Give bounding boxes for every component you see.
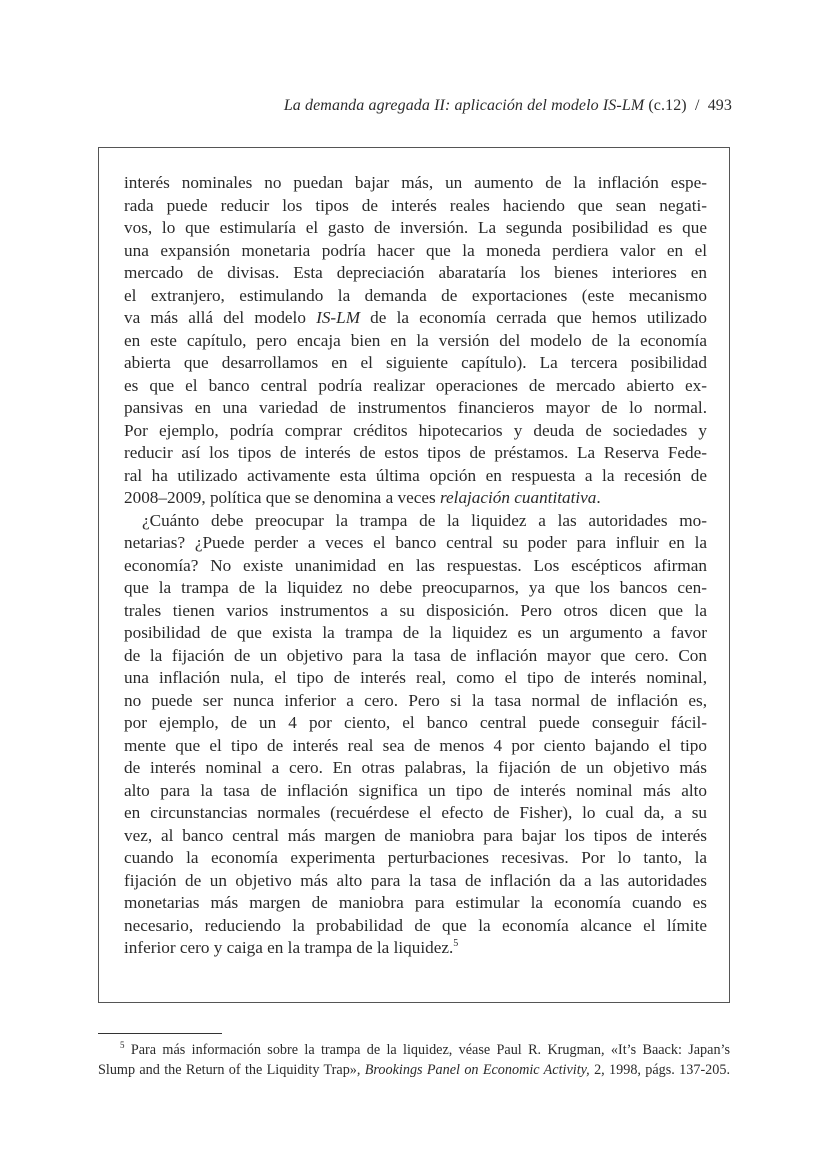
line-text: de la fijación de un objetivo para la tasa de inflación mayor que cero. Con <box>124 645 707 665</box>
text-line <box>124 712 707 735</box>
line-text: monetarias más margen de maniobra para estimular la economía cuando es <box>124 893 707 912</box>
line-text: abierta que desarrollamos en el siguiente capítulo). La tercera posibilidad <box>124 353 707 372</box>
line-text: que la trampa de la liquidez no debe preocuparnos, ya que los bancos cen- <box>124 578 707 597</box>
body-text <box>124 172 707 960</box>
text-line <box>124 240 707 263</box>
line-text: de la economía cerrada que hemos utilizado <box>360 308 707 327</box>
line-text: no puede ser nunca inferior a cero. Pero si la tasa normal de inflación es, <box>124 690 707 710</box>
text-line <box>124 870 707 893</box>
footnote-line-1 <box>98 1040 730 1060</box>
text-line <box>124 375 707 398</box>
line-text: economía? No existe unanimidad en las respuestas. Los escépticos afirman <box>124 555 707 575</box>
text-line <box>124 487 707 510</box>
line-text: . <box>596 488 601 507</box>
line-text: por ejemplo, de un 4 por ciento, el banco central puede conseguir fácil- <box>124 713 707 732</box>
footnote-marker: 5 <box>120 1040 125 1050</box>
text-line <box>124 622 707 645</box>
footnote-rule <box>98 1033 222 1034</box>
footnote-journal: Brookings Panel on Economic Activity, <box>364 1062 590 1078</box>
line-text: mente que el tipo de interés real sea de menos 4 por ciento bajando el tipo <box>124 735 707 755</box>
footnote-reference: 5 <box>453 938 459 949</box>
line-text: trales tienen varios instrumentos a su disposición. Pero otros dicen que la <box>124 600 707 620</box>
text-line <box>124 510 707 533</box>
line-text: ¿Cuánto debe preocupar la trampa de la liquidez a las autoridades mo- <box>142 510 707 530</box>
running-header <box>284 97 732 115</box>
text-line <box>124 285 707 308</box>
footnote <box>98 1040 730 1080</box>
footnote-text: 2, 1998, págs. 137-205. <box>589 1062 731 1078</box>
text-line <box>124 262 707 285</box>
text-line <box>124 465 707 488</box>
text-line <box>124 577 707 600</box>
text-line <box>124 352 707 375</box>
text-line <box>124 802 707 825</box>
text-line <box>124 735 707 758</box>
chapter-ref: (c.12) <box>648 97 687 114</box>
text-line <box>124 757 707 780</box>
line-text: es que el banco central podría realizar operaciones de mercado abierto ex- <box>124 375 707 395</box>
italic-term: relajación cuantitativa <box>439 488 597 507</box>
line-text: una inflación nula, el tipo de interés real, como el tipo de interés nominal, <box>124 668 707 687</box>
text-line <box>124 217 707 240</box>
line-text: en este capítulo, pero encaja bien en la versión del modelo de la economía <box>124 330 707 350</box>
line-text: va más allá del modelo <box>124 308 317 327</box>
text-line <box>124 442 707 465</box>
text-line <box>124 397 707 420</box>
text-line <box>124 420 707 443</box>
line-text: mercado de divisas. Esta depreciación abarataría los bienes interiores en <box>124 263 707 282</box>
footnote-text: Slump and the Return of the Liquidity Trap», <box>98 1062 365 1078</box>
text-line <box>124 330 707 353</box>
line-text: rada puede reducir los tipos de interés reales haciendo que sean negati- <box>124 195 707 215</box>
text-line <box>124 307 707 330</box>
text-line <box>124 195 707 218</box>
text-line <box>124 600 707 623</box>
text-line <box>124 667 707 690</box>
text-line <box>124 780 707 803</box>
text-line <box>124 690 707 713</box>
italic-term: IS-LM <box>316 308 361 327</box>
page-number: 493 <box>707 97 732 114</box>
line-text: ral ha utilizado activamente esta última opción en respuesta a la recesión de <box>124 465 707 485</box>
line-text: interés nominales no puedan bajar más, un aumento de la inflación espe- <box>124 173 707 192</box>
line-text: posibilidad de que exista la trampa de la liquidez es un argumento a favor <box>124 623 707 642</box>
line-text: netarias? ¿Puede perder a veces el banco central su poder para influir en la <box>124 533 707 552</box>
line-text: inferior cero y caiga en la trampa de la liquidez. <box>124 938 454 957</box>
text-line <box>124 825 707 848</box>
line-text: una expansión monetaria podría hacer que la moneda perdiera valor en el <box>124 240 707 260</box>
line-text: 2008–2009, política que se denomina a veces <box>124 488 440 507</box>
footnote-text: Para más información sobre la trampa de la liquidez, véase Paul R. Krugman, «It’s Baack: Japan’s <box>130 1042 731 1058</box>
text-line <box>124 645 707 668</box>
line-text: de interés nominal a cero. En otras palabras, la fijación de un objetivo más <box>124 758 707 777</box>
line-text: fijación de un objetivo más alto para la tasa de inflación da a las autoridades <box>124 870 707 890</box>
line-text: vos, lo que estimularía el gasto de inversión. La segunda posibilidad es que <box>124 218 707 237</box>
footnote-line-2 <box>98 1060 730 1080</box>
line-text: pansivas en una variedad de instrumentos financieros mayor de lo normal. <box>124 398 707 417</box>
text-line <box>124 555 707 578</box>
line-text: en circunstancias normales (recuérdese el efecto de Fisher), lo cual da, a su <box>124 803 707 822</box>
line-text: Por ejemplo, podría comprar créditos hipotecarios y deuda de sociedades y <box>124 420 707 440</box>
text-line <box>124 915 707 938</box>
line-text: cuando la economía experimenta perturbaciones recesivas. Por lo tanto, la <box>124 848 707 867</box>
line-text: alto para la tasa de inflación significa un tipo de interés nominal más alto <box>124 780 707 800</box>
line-text: el extranjero, estimulando la demanda de exportaciones (este mecanismo <box>124 285 707 305</box>
running-title: La demanda agregada II: aplicación del modelo IS-LM <box>283 97 645 114</box>
line-text: reducir así los tipos de interés de estos tipos de préstamos. La Reserva Fede- <box>124 443 707 462</box>
text-line <box>124 532 707 555</box>
line-text: necesario, reduciendo la probabilidad de que la economía alcance el límite <box>124 915 707 935</box>
text-line <box>124 892 707 915</box>
text-line <box>124 937 707 960</box>
text-line <box>124 847 707 870</box>
text-line <box>124 172 707 195</box>
separator: / <box>694 97 700 114</box>
line-text: vez, al banco central más margen de maniobra para bajar los tipos de interés <box>124 825 707 845</box>
